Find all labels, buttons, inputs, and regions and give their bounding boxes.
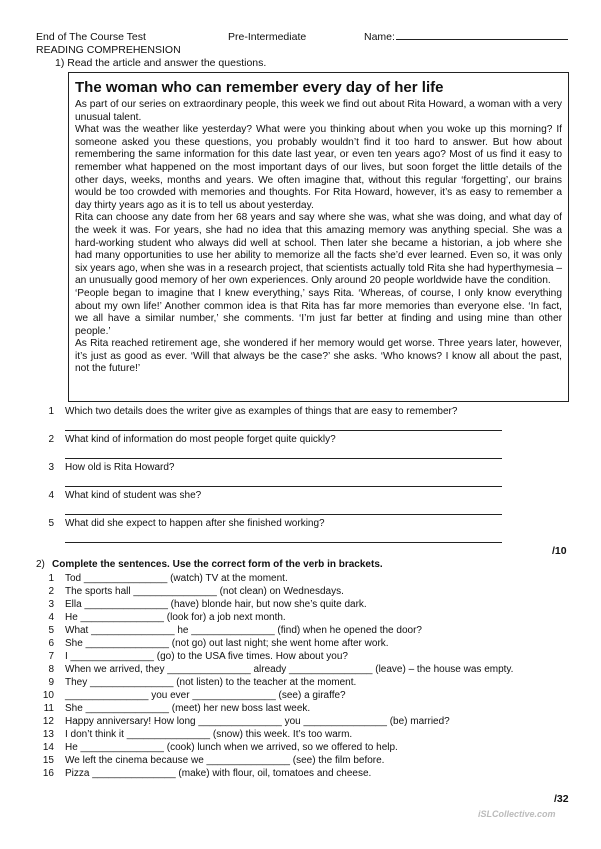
sentence-number: 11 [43, 703, 54, 714]
sentence-text: Pizza _______________ (make) with flour, oil, tomatoes and cheese. [65, 768, 372, 779]
sentence-text: Tod _______________ (watch) TV at the moment. [65, 573, 288, 584]
article-paragraph: As Rita reached retirement age, she wondered if her memory would get worse. Three years later, however, it’s just as good as ever. ‘Will that always be the case?’ she asks. ‘Who knows? I know all about the past, not the future!’ [75, 338, 562, 375]
question-number: 5 [48, 518, 54, 529]
article-paragraph: ‘People began to imagine that I knew everything,’ says Rita. ‘Whereas, of course, I only know everything about my own life!’ Another common idea is that Rita has far more memories than everyone else. ‘In fact, we all have a similar number,’ she comments. ‘I’m just far better at finding and using mine than other people.’ [75, 287, 562, 337]
sentence-number: 15 [42, 755, 54, 766]
task1-instruction: 1) Read the article and answer the questions. [55, 57, 267, 69]
sentence-text: We left the cinema because we _______________ (see) the film before. [65, 755, 385, 766]
sentence-text: _______________ you ever _______________ (see) a giraffe? [65, 690, 346, 701]
question-number: 2 [48, 434, 54, 445]
article-paragraph: As part of our series on extraordinary people, this week we find out about Rita Howard, a woman with a very unusual talent. [75, 99, 562, 123]
sentence-number: 1 [48, 573, 54, 584]
answer-line[interactable] [65, 486, 502, 487]
question-number: 4 [48, 490, 54, 501]
article-title: The woman who can remember every day of her life [75, 79, 444, 96]
answer-line[interactable] [65, 458, 502, 459]
question-text: What did she expect to happen after she finished working? [65, 518, 325, 529]
test-title: End of The Course Test [36, 31, 146, 43]
sentence-text: She _______________ (not go) out last night; she went home after work. [65, 638, 389, 649]
sentence-text: Ella _______________ (have) blonde hair, but now she’s quite dark. [65, 599, 367, 610]
answer-line[interactable] [65, 542, 502, 543]
question-number: 1 [48, 406, 54, 417]
question-text: Which two details does the writer give as examples of things that are easy to remember? [65, 406, 458, 417]
answer-line[interactable] [65, 430, 502, 431]
sentence-text: The sports hall _______________ (not clean) on Wednesdays. [65, 586, 344, 597]
question-text: What kind of information do most people forget quite quickly? [65, 434, 336, 445]
sentence-text: They _______________ (not listen) to the teacher at the moment. [65, 677, 357, 688]
article-box [68, 72, 569, 402]
sentence-text: What _______________ he _______________ (find) when he opened the door? [65, 625, 422, 636]
task2-instruction: Complete the sentences. Use the correct form of the verb in brackets. [52, 559, 383, 570]
sentence-text: I _______________ (go) to the USA five times. How about you? [65, 651, 348, 662]
question-text: How old is Rita Howard? [65, 462, 175, 473]
sentence-text: I don’t think it _______________ (snow) this week. It’s too warm. [65, 729, 353, 740]
sentence-number: 5 [48, 625, 54, 636]
question-number: 3 [48, 462, 54, 473]
question-text: What kind of student was she? [65, 490, 202, 501]
sentence-number: 3 [48, 599, 54, 610]
answer-line[interactable] [65, 514, 502, 515]
sentence-number: 13 [42, 729, 54, 740]
sentence-number: 9 [48, 677, 54, 688]
sentence-text: Happy anniversary! How long _______________ you _______________ (be) married? [65, 716, 450, 727]
name-field-line[interactable] [396, 39, 568, 40]
sentence-number: 16 [42, 768, 54, 779]
sentence-number: 4 [48, 612, 54, 623]
sentence-number: 14 [42, 742, 54, 753]
sentence-number: 12 [42, 716, 54, 727]
sentence-number: 8 [48, 664, 54, 675]
article-paragraph: Rita can choose any date from her 68 years and say where she was, what she was doing, and what day of the week it was. For years, she had no idea that this amazing memory was anything special. She was a hard-working student who always did well at school. Then later she became a historian, a job where she had many opportunities to use her ability to memorize all the facts she’d ever learned. Even so, it was only six years ago, when she was in a research project, that scientists actually told Rita she had hyperthymesia – an unusually good memory of her own experiences. Only around 20 people worldwide have the condition. [75, 212, 562, 287]
watermark: iSLCollective.com [478, 809, 556, 819]
sentence-number: 10 [42, 690, 54, 701]
article-paragraph: What was the weather like yesterday? What were you thinking about when you woke up this morning? If someone asked you these questions, you probably wouldn’t find it too hard to answer. But how about remembering the same information for this date last year, or even ten years ago? Most of us find it easy to remember what happened on the most important days of our lives, but soon forget the little details of the other days, weeks, months and years. We often imagine that, without this regular ‘forgetting’, our brains would be too crowded with memories and thoughts. For Rita Howard, however, it’s as easy to remember a day thirty years ago as it is to tell us about yesterday. [75, 124, 562, 211]
sentence-text: He _______________ (cook) lunch when we arrived, so we offered to help. [65, 742, 398, 753]
sentence-number: 6 [48, 638, 54, 649]
level-label: Pre-Intermediate [228, 31, 307, 43]
sentence-number: 7 [48, 651, 54, 662]
sentence-text: When we arrived, they _______________ already _______________ (leave) – the house was empty. [65, 664, 514, 675]
score-task2: /32 [554, 793, 569, 805]
sentence-text: She _______________ (meet) her new boss last week. [65, 703, 311, 714]
sentence-number: 2 [48, 586, 54, 597]
sentence-text: He _______________ (look for) a job next month. [65, 612, 286, 623]
task2-number: 2) [36, 559, 45, 570]
name-label: Name: [364, 31, 395, 43]
score-task1: /10 [552, 545, 567, 557]
section-title: READING COMPREHENSION [36, 44, 181, 56]
